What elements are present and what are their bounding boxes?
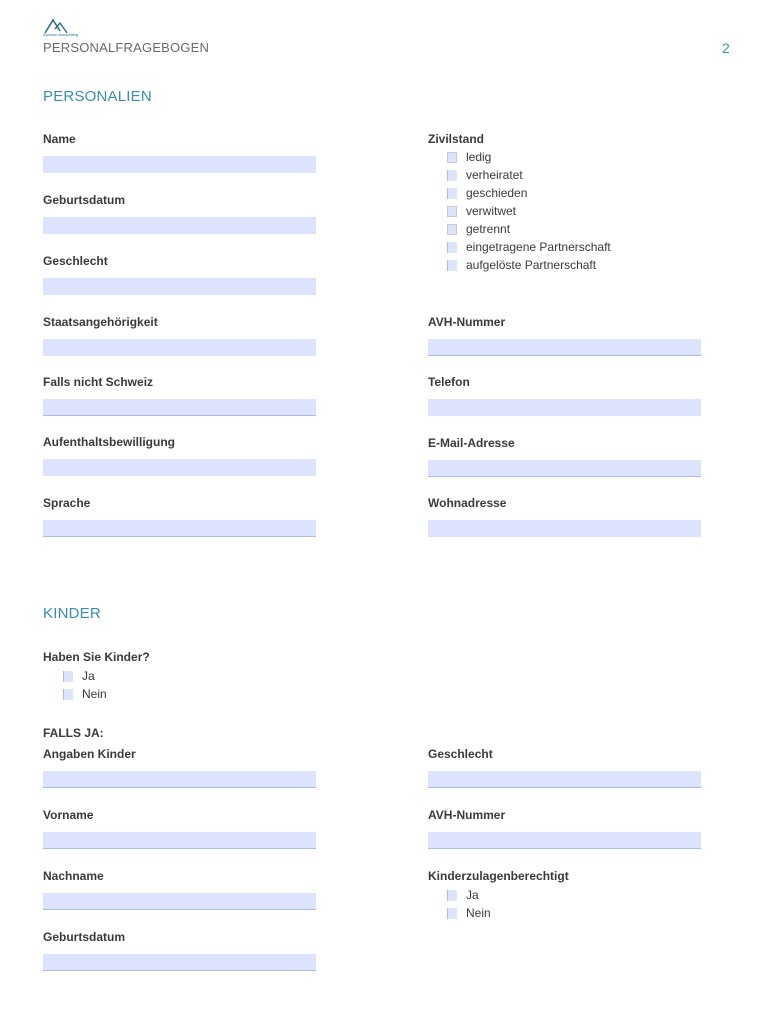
nachname-field[interactable] bbox=[43, 893, 316, 910]
staatsangehoerigkeit-field[interactable] bbox=[43, 339, 316, 356]
geschlecht-field[interactable] bbox=[43, 278, 316, 295]
zivilstand-option-getrennt[interactable] bbox=[447, 220, 611, 238]
option-label: getrennt bbox=[466, 222, 511, 236]
kind-avh-nummer-field[interactable] bbox=[428, 832, 701, 849]
telefon-field[interactable] bbox=[428, 399, 701, 416]
option-label: Nein bbox=[466, 906, 491, 920]
label-zivilstand: Zivilstand bbox=[428, 132, 485, 146]
zivilstand-option-eingetragene-partnerschaft[interactable] bbox=[447, 238, 611, 256]
zivilstand-option-ledig[interactable] bbox=[447, 148, 611, 166]
kinderzulagen-options bbox=[447, 886, 491, 922]
label-staatsangehoerigkeit: Staatsangehörigkeit bbox=[43, 315, 158, 329]
section-title-kinder: KINDER bbox=[43, 605, 101, 622]
option-label: ledig bbox=[466, 150, 492, 164]
label-geburtsdatum: Geburtsdatum bbox=[43, 193, 126, 207]
label-haben-sie-kinder: Haben Sie Kinder? bbox=[43, 650, 150, 664]
aufenthaltsbewilligung-field[interactable] bbox=[43, 459, 316, 476]
vorname-field[interactable] bbox=[43, 832, 316, 849]
checkbox[interactable] bbox=[447, 224, 457, 235]
checkbox[interactable] bbox=[447, 152, 457, 163]
geburtsdatum-field[interactable] bbox=[43, 217, 316, 234]
option-label: Ja bbox=[82, 669, 95, 683]
label-kinderzulagenberechtigt: Kinderzulagenberechtigt bbox=[428, 869, 569, 883]
document-title: PERSONALFRAGEBOGEN bbox=[43, 40, 210, 55]
option-label: eingetragene Partnerschaft bbox=[466, 240, 611, 254]
zivilstand-options bbox=[447, 148, 611, 274]
label-vorname: Vorname bbox=[43, 808, 94, 822]
kinder-option-ja[interactable] bbox=[63, 667, 107, 685]
label-angaben-kinder: Angaben Kinder bbox=[43, 747, 136, 761]
label-name: Name bbox=[43, 132, 76, 146]
kinder-options bbox=[63, 667, 107, 703]
label-aufenthaltsbewilligung: Aufenthaltsbewilligung bbox=[43, 435, 175, 449]
checkbox[interactable] bbox=[447, 260, 457, 271]
label-nachname: Nachname bbox=[43, 869, 104, 883]
label-avh-nummer: AVH-Nummer bbox=[428, 315, 506, 329]
label-kind-avh-nummer: AVH-Nummer bbox=[428, 808, 506, 822]
zivilstand-option-aufgeloeste-partnerschaft[interactable] bbox=[447, 256, 611, 274]
option-label: verwitwet bbox=[466, 204, 517, 218]
section-title-personalien: PERSONALIEN bbox=[43, 88, 152, 105]
kinder-option-nein[interactable] bbox=[63, 685, 107, 703]
wohnadresse-field[interactable] bbox=[428, 520, 701, 537]
label-falls-ja: FALLS JA: bbox=[43, 726, 104, 740]
kinderzulagen-option-ja[interactable] bbox=[447, 886, 491, 904]
kind-geburtsdatum-field[interactable] bbox=[43, 954, 316, 971]
checkbox[interactable] bbox=[63, 671, 73, 682]
checkbox[interactable] bbox=[447, 206, 457, 217]
sprache-field[interactable] bbox=[43, 520, 316, 537]
option-label: aufgelöste Partnerschaft bbox=[466, 258, 597, 272]
email-adresse-field[interactable] bbox=[428, 460, 701, 477]
option-label: geschieden bbox=[466, 186, 528, 200]
kind-geschlecht-field[interactable] bbox=[428, 771, 701, 788]
option-label: Ja bbox=[466, 888, 479, 902]
page-number: 2 bbox=[722, 40, 730, 56]
zivilstand-option-geschieden[interactable] bbox=[447, 184, 611, 202]
zivilstand-option-verwitwet[interactable] bbox=[447, 202, 611, 220]
checkbox[interactable] bbox=[447, 170, 457, 181]
logo-text: Alpinum Accounting bbox=[43, 32, 79, 37]
label-kind-geburtsdatum: Geburtsdatum bbox=[43, 930, 126, 944]
zivilstand-option-verheiratet[interactable] bbox=[447, 166, 611, 184]
label-kind-geschlecht: Geschlecht bbox=[428, 747, 493, 761]
checkbox[interactable] bbox=[447, 908, 457, 919]
avh-nummer-field[interactable] bbox=[428, 339, 701, 356]
checkbox[interactable] bbox=[63, 689, 73, 700]
checkbox[interactable] bbox=[447, 242, 457, 253]
option-label: verheiratet bbox=[466, 168, 523, 182]
checkbox[interactable] bbox=[447, 188, 457, 199]
falls-nicht-schweiz-field[interactable] bbox=[43, 399, 316, 416]
label-geschlecht: Geschlecht bbox=[43, 254, 108, 268]
label-email-adresse: E-Mail-Adresse bbox=[428, 436, 515, 450]
label-telefon: Telefon bbox=[428, 375, 470, 389]
checkbox[interactable] bbox=[447, 890, 457, 901]
label-sprache: Sprache bbox=[43, 496, 91, 510]
option-label: Nein bbox=[82, 687, 107, 701]
label-falls-nicht-schweiz: Falls nicht Schweiz bbox=[43, 375, 154, 389]
company-logo bbox=[43, 18, 93, 40]
kinderzulagen-option-nein[interactable] bbox=[447, 904, 491, 922]
name-field[interactable] bbox=[43, 156, 316, 173]
angaben-kinder-field[interactable] bbox=[43, 771, 316, 788]
label-wohnadresse: Wohnadresse bbox=[428, 496, 507, 510]
